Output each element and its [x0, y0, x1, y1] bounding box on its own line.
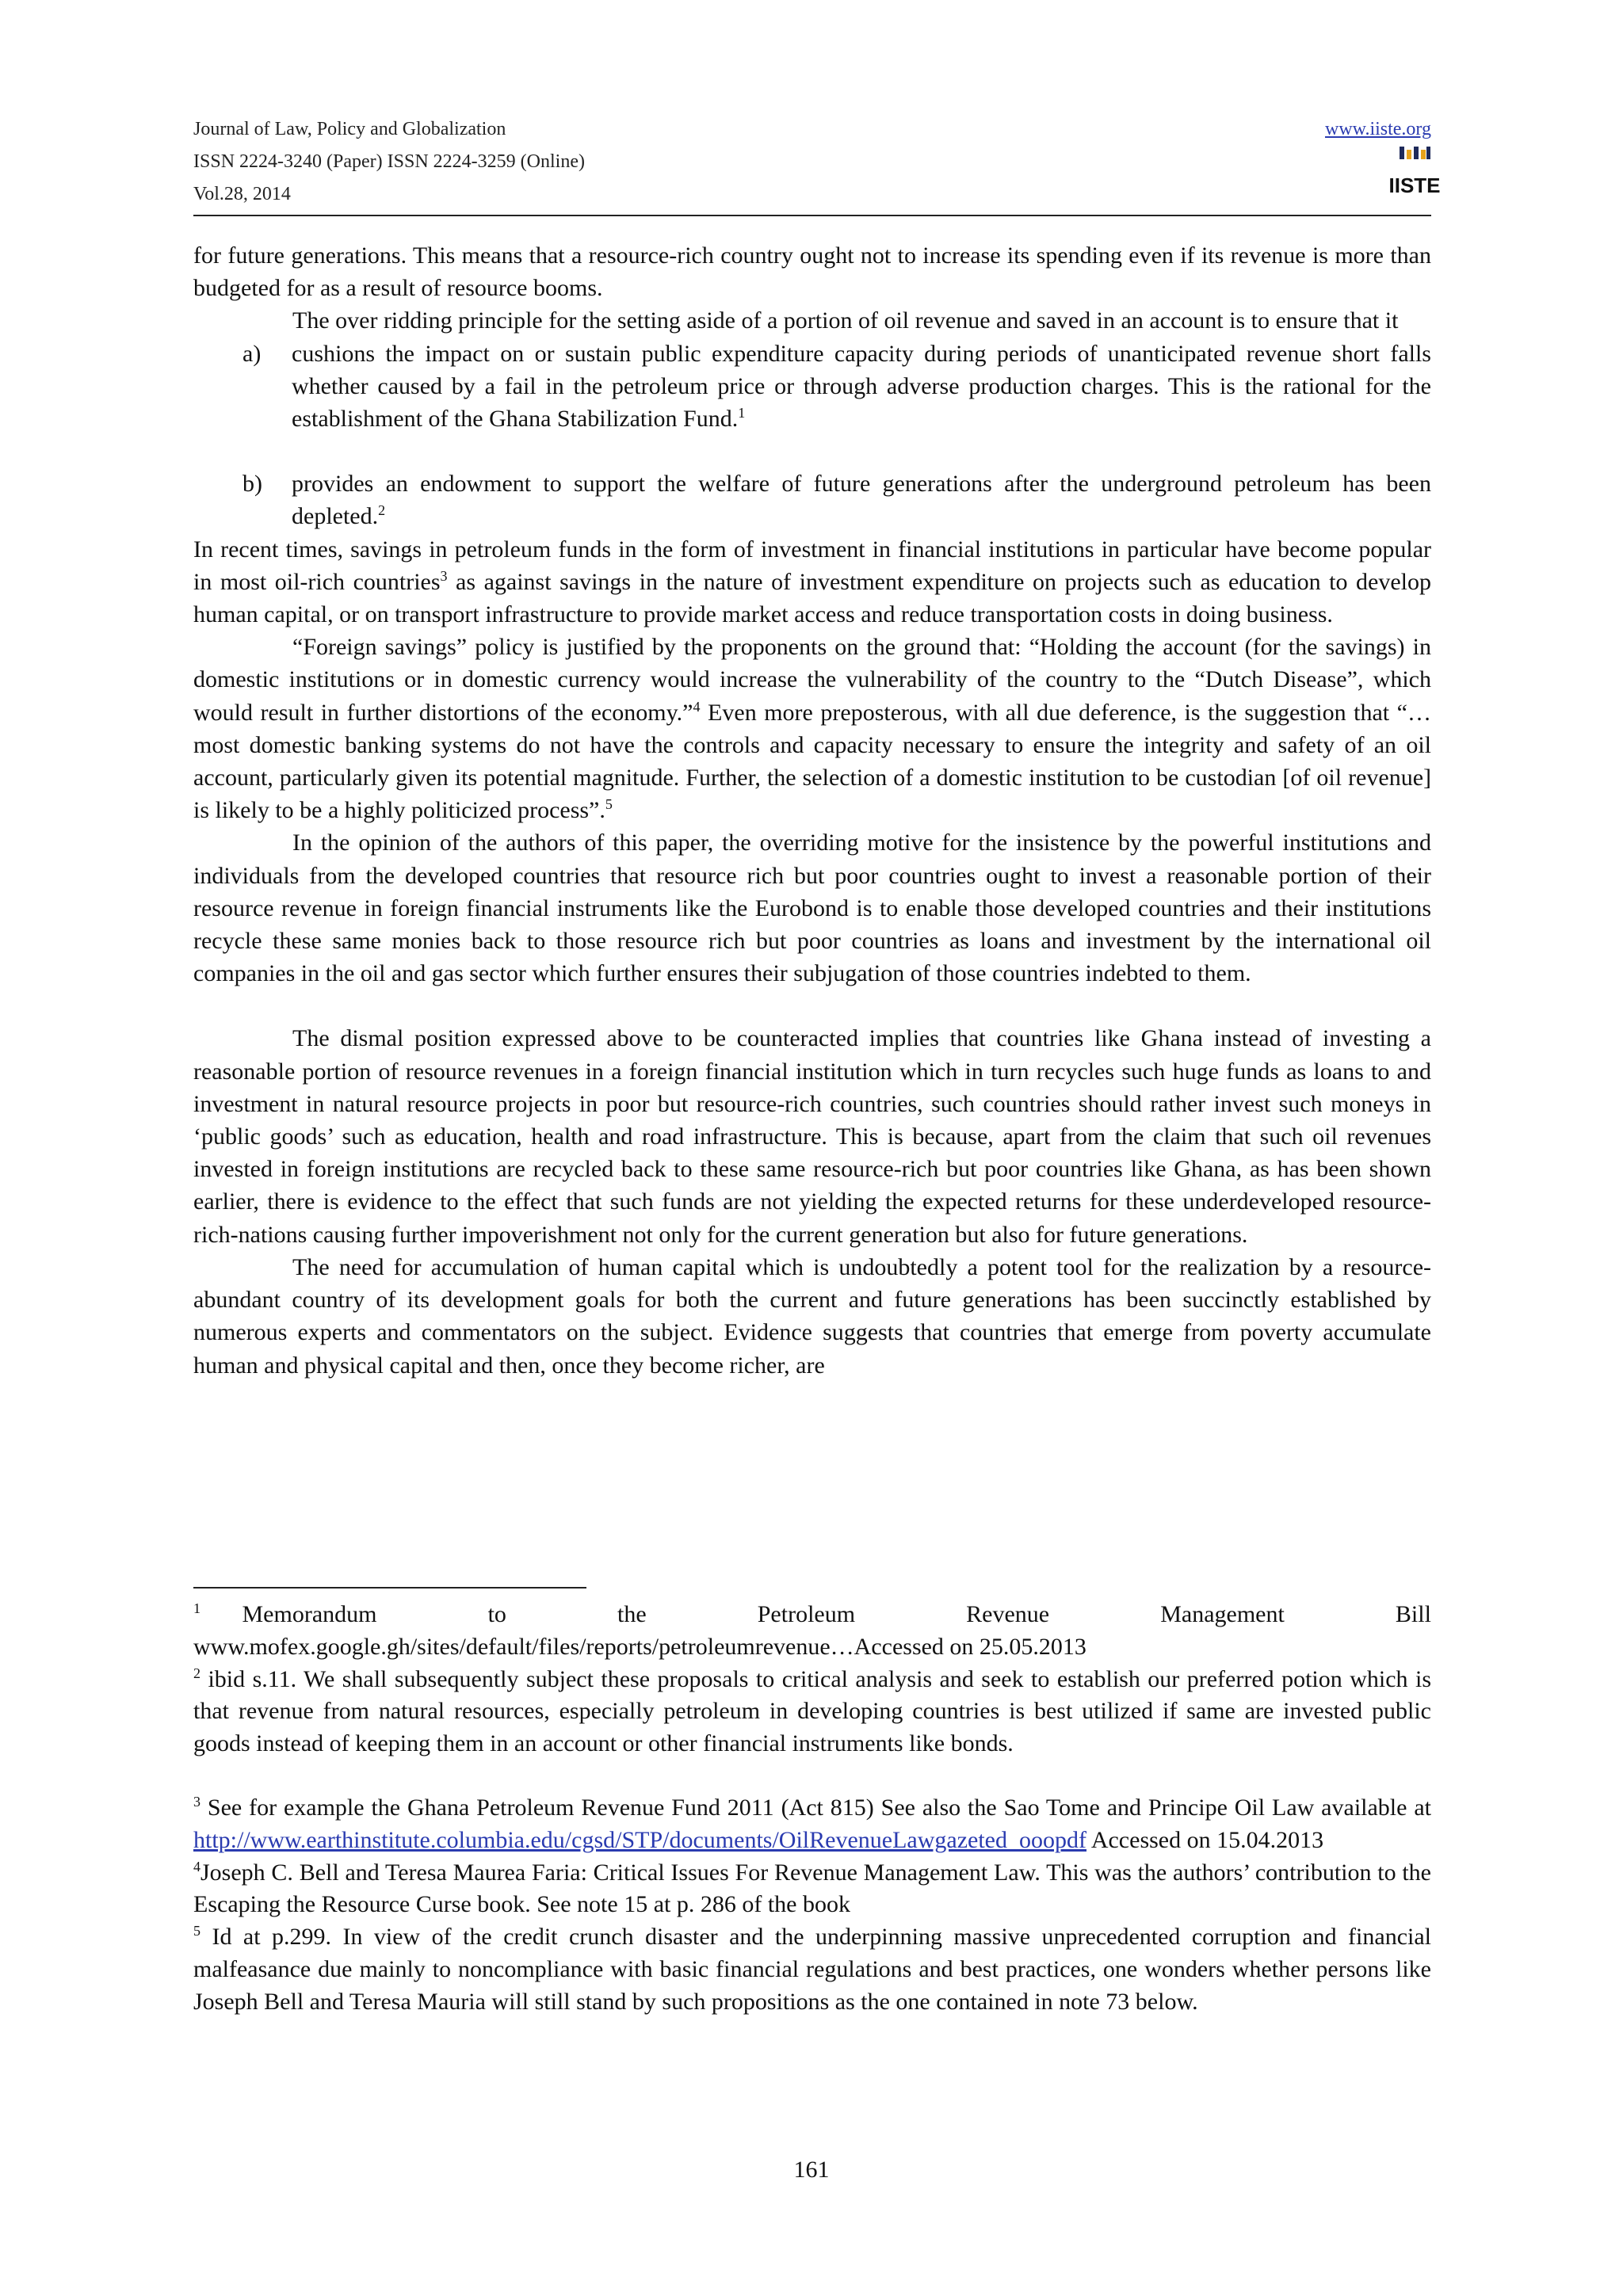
page-header — [193, 113, 1441, 211]
footnote-rule — [193, 1587, 586, 1589]
paragraph: In recent times, savings in petroleum funds in the form of investment in financial institutions in particular have become popular in most oil-rich countries$^3$ as against savings in the nature of investment expenditure on projects such as education to develop human capital, or on transport infrastructure to provide market access and reduce transportation costs in doing business. — [193, 536, 1431, 628]
footnote-ref[interactable]: 4 — [693, 698, 701, 715]
footnote-5: $^5$ Id at p.299. In view of the credit crunch disaster and the underpinning massive unprecedented corruption and financial malfeasance due mainly to noncompliance with basic financial regulations and best practices, one wonders whether persons like Joseph Bell and Teresa Mauria will still stand by such propositions as the one contained in note 73 below. — [193, 1923, 1431, 2015]
footnote-ref[interactable]: 3 — [440, 567, 448, 584]
paragraph: for future generations. This means that a resource-rich country ought not to increase its spending even if its revenue is more than budgeted for as a result of resource booms. — [193, 242, 1431, 302]
footnote-3-link[interactable]: http://www.earthinstitute.columbia.edu/cgsd/STP/documents/OilRevenueLawgazeted_ooopdf — [193, 1826, 1086, 1853]
list-item — [193, 467, 1431, 532]
footnotes — [193, 1599, 1431, 2019]
paragraph: In the opinion of the authors of this paper, the overriding motive for the insistence by the powerful institutions and individuals from the developed countries that resource rich but poor countries ought to invest a reasonable portion of their resource revenue in foreign financial instruments like the Eurobond is to enable those developed countries and their institutions recycle these same monies back to those resource rich but poor countries as loans and investment by the international oil companies in the oil and gas sector which further ensures their subjugation of those countries indebted to them. — [193, 830, 1431, 987]
footnote-3: $^3$ See for example the Ghana Petroleum Revenue Fund 2011 (Act 815) See also the Sao Tome and Principe Oil Law available at http://www.earthinstitute.columbia.edu/cgsd/STP/documents/OilRevenueLawgazeted_ooopdf Accessed on 15.04.2013 — [193, 1793, 1431, 1853]
issn-line: ISSN 2224-3240 (Paper) ISSN 2224-3259 (Online) — [193, 151, 585, 172]
paragraph: The over ridding principle for the setting aside of a portion of oil revenue and saved in an account is to ensure that it — [292, 307, 1399, 334]
list-item — [193, 338, 1431, 436]
footnote-ref[interactable]: 1 — [738, 405, 746, 421]
footnote-1: $^1$ Memorandum to the Petroleum Revenue Management Bill — [193, 1600, 1431, 1627]
list-item-text: cushions the impact on or sustain public expenditure capacity during periods of unanticipated revenue short falls whether caused by a fail in the petroleum price or through adverse production charges. This is the rational for the establishment of the Ghana Stabilization Fund.$^1$ — [292, 340, 1431, 433]
paragraph: The need for accumulation of human capital which is undoubtedly a potent tool for the realization by a resource-abundant country of its development goals for both the current and future generations has been succinctly established by numerous experts and commentators on the subject. Evidence suggests that countries that emerge from poverty accumulate human and physical capital and then, once they become richer, are — [193, 1253, 1431, 1379]
list-item-label: a) — [242, 340, 262, 367]
paragraph: The dismal position expressed above to be counteracted implies that countries like Ghana instead of investing a reasonable portion of resource revenues in a foreign financial institution which in turn recycles such huge funds as loans to and investment in natural resource projects in poor but resource-rich countries, such countries should rather invest such moneys in ‘public goods’ such as education, health and road infrastructure. This is because, apart from the claim that such oil revenues invested in foreign institutions are recycled back to these same resource-rich but poor countries like Ghana, as has been shown earlier, there is evidence to the effect that such funds are not yielding the expected returns for these underdeveloped resource-rich-nations causing further impoverishment not only for the current generation but also for future generations. — [193, 1025, 1431, 1248]
paragraph: “Foreign savings” policy is justified by the proponents on the ground that: “Holding the account (for the savings) in domestic institutions or in domestic currency would increase the vulnerability of the country to the “Dutch Disease”, which would result in further distortions of the economy.”$^4$ Even more preposterous, with all due deference, is the suggestion that “…most domestic banking systems do not have the controls and capacity necessary to ensure the integrity and safety of an oil account, particularly given its potential magnitude. Further, the selection of a domestic institution to be custodian [of oil revenue] is likely to be a highly politicized process”.$^5$ — [193, 634, 1431, 824]
footnote-ref[interactable]: 5 — [605, 796, 613, 813]
list-item-label: b) — [242, 471, 262, 498]
volume-line: Vol.28, 2014 — [193, 184, 291, 204]
logo-text: IISTE — [1388, 174, 1441, 197]
list-item-text: provides an endowment to support the welfare of future generations after the underground petroleum has been depleted.$^2$ — [292, 471, 1431, 530]
website-link[interactable]: www.iiste.org — [1325, 119, 1431, 139]
header-rule — [193, 215, 1431, 216]
page-number: 161 — [793, 2157, 830, 2183]
footnote-4: $^4$Joseph C. Bell and Teresa Maurea Faria: Critical Issues For Revenue Management Law. This was the authors’ contribution to the Escaping the Resource Curse book. See note 15 at p. 286 of the book — [193, 1858, 1431, 1918]
footnote-ref[interactable]: 2 — [378, 502, 386, 519]
iiste-logo-icon — [1388, 145, 1441, 200]
footnote-1-url: www.mofex.google.gh/sites/default/files/reports/petroleumrevenue…Accessed on 25.05.2013 — [193, 1633, 1086, 1660]
article-body — [193, 239, 1431, 1382]
journal-title: Journal of Law, Policy and Globalization — [193, 119, 506, 139]
footnote-2: $^2$ ibid s.11. We shall subsequently subject these proposals to critical analysis and seek to establish our preferred potion which is that revenue from natural resources, especially petroleum in developing countries is best utilized if same are invested public goods instead of keeping them in an account or other financial instruments like bonds. — [193, 1665, 1431, 1757]
